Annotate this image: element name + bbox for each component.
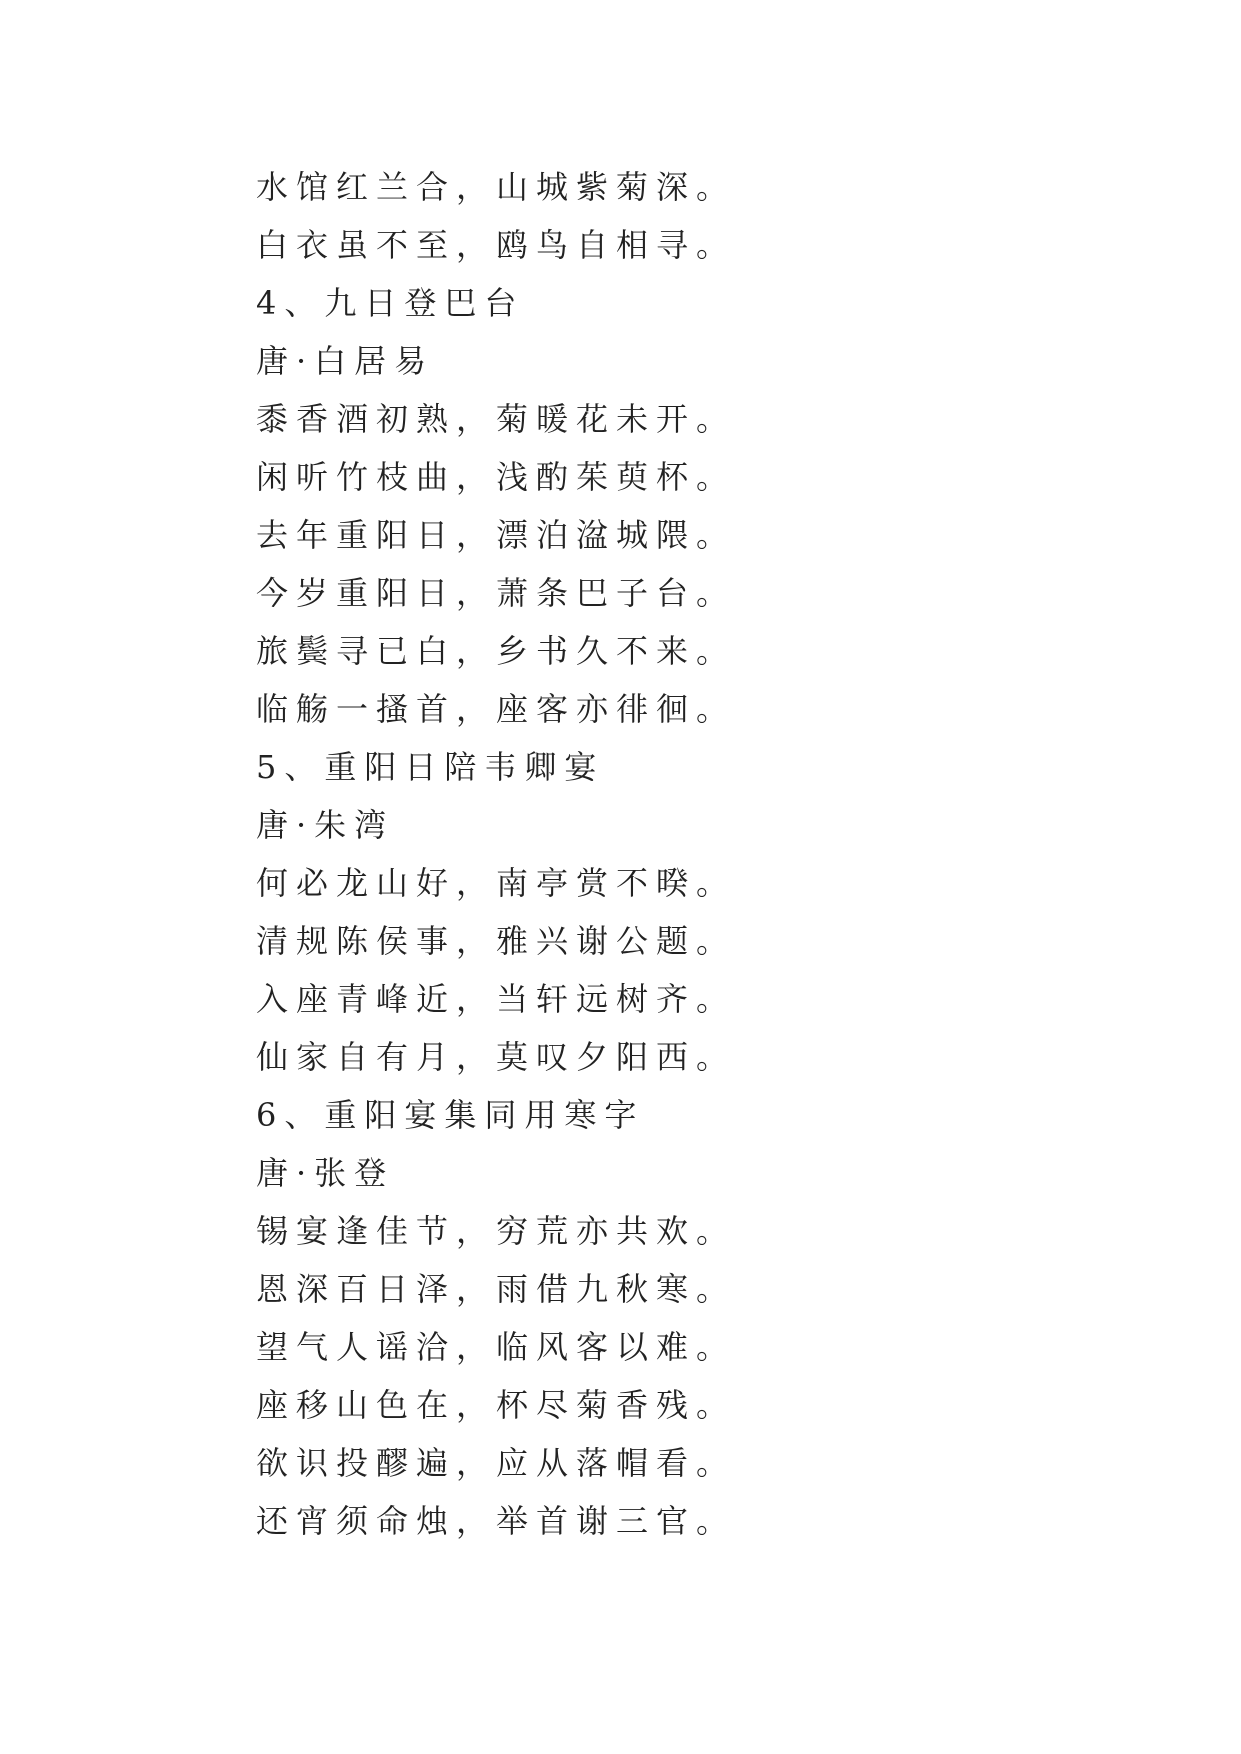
poem-line: 清规陈侯事，雅兴谢公题。 [256, 922, 737, 960]
poem-title: 4、九日登巴台 [256, 284, 525, 322]
poem-title: 6、重阳宴集同用寒字 [256, 1096, 645, 1134]
poem-title: 5、重阳日陪韦卿宴 [256, 748, 605, 786]
poem-line: 仙家自有月，莫叹夕阳西。 [256, 1038, 737, 1076]
poem-line: 座移山色在，杯尽菊香残。 [256, 1386, 737, 1424]
poem-line: 临觞一搔首，座客亦徘徊。 [256, 690, 737, 728]
poem-author: 唐·张登 [256, 1154, 395, 1192]
poem-author: 唐·朱湾 [256, 806, 395, 844]
poem-line: 欲识投醪遍，应从落帽看。 [256, 1444, 737, 1482]
poem-line: 何必龙山好，南亭赏不暌。 [256, 864, 737, 902]
poem-line: 黍香酒初熟，菊暖花未开。 [256, 400, 737, 438]
poem-line: 旅鬓寻已白，乡书久不来。 [256, 632, 737, 670]
poem-line: 还宵须命烛，举首谢三官。 [256, 1502, 737, 1540]
poem-line: 白衣虽不至，鸥鸟自相寻。 [256, 226, 737, 264]
poem-line: 水馆红兰合，山城紫菊深。 [256, 168, 737, 206]
poem-line: 今岁重阳日，萧条巴子台。 [256, 574, 737, 612]
poem-line: 恩深百日泽，雨借九秋寒。 [256, 1270, 737, 1308]
poem-line: 锡宴逢佳节，穷荒亦共欢。 [256, 1212, 737, 1250]
poem-line: 入座青峰近，当轩远树齐。 [256, 980, 737, 1018]
poem-line: 望气人谣洽，临风客以难。 [256, 1328, 737, 1366]
poem-line: 闲听竹枝曲，浅酌茱萸杯。 [256, 458, 737, 496]
poem-line: 去年重阳日，漂泊湓城隈。 [256, 516, 737, 554]
poem-author: 唐·白居易 [256, 342, 435, 380]
poem-text-block [256, 158, 1056, 1550]
